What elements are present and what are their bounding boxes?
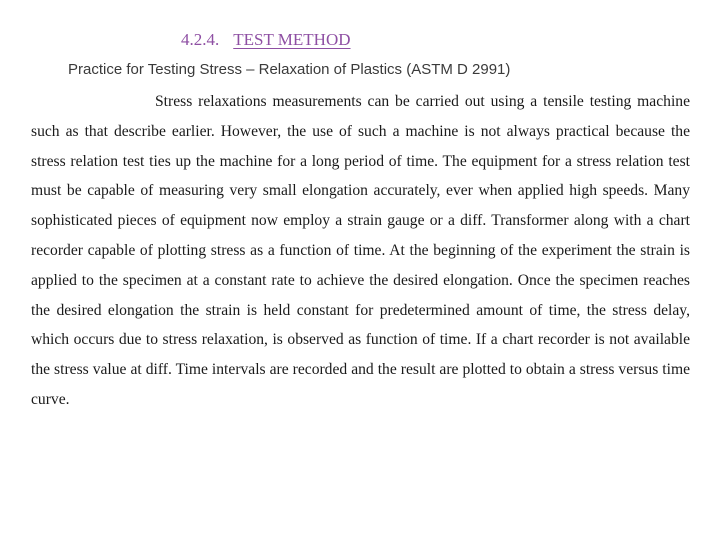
body-paragraph: Stress relaxations measurements can be carried out using a tensile testing machine such as that describe earlier. However, the use of such a machine is not always practical because the stress relation test ties up the machine for a long period of time. The equipment for a stress relation test must be capable of measuring very small elongation accurately, ever when applied high speeds. Many sophisticated pieces of equipment now employ a strain gauge or a diff. Transformer along with a chart recorder capable of plotting stress as a function of time. At the beginning of the experiment the strain is applied to the specimen at a constant rate to achieve the desired elongation. Once the specimen reaches the desired elongation the strain is held constant for predetermined amount of time, the stress delay, which occurs due to stress relaxation, is observed as function of time. If a chart recorder is not available the stress value at diff. Time intervals are recorded and the result are plotted to obtain a stress versus time curve. bbox=[31, 93, 690, 408]
section-heading bbox=[181, 30, 351, 50]
section-number: 4.2.4. bbox=[181, 30, 220, 49]
section-title: TEST METHOD bbox=[233, 30, 351, 49]
subtitle: Practice for Testing Stress – Relaxation of Plastics (ASTM D 2991) bbox=[68, 61, 511, 78]
